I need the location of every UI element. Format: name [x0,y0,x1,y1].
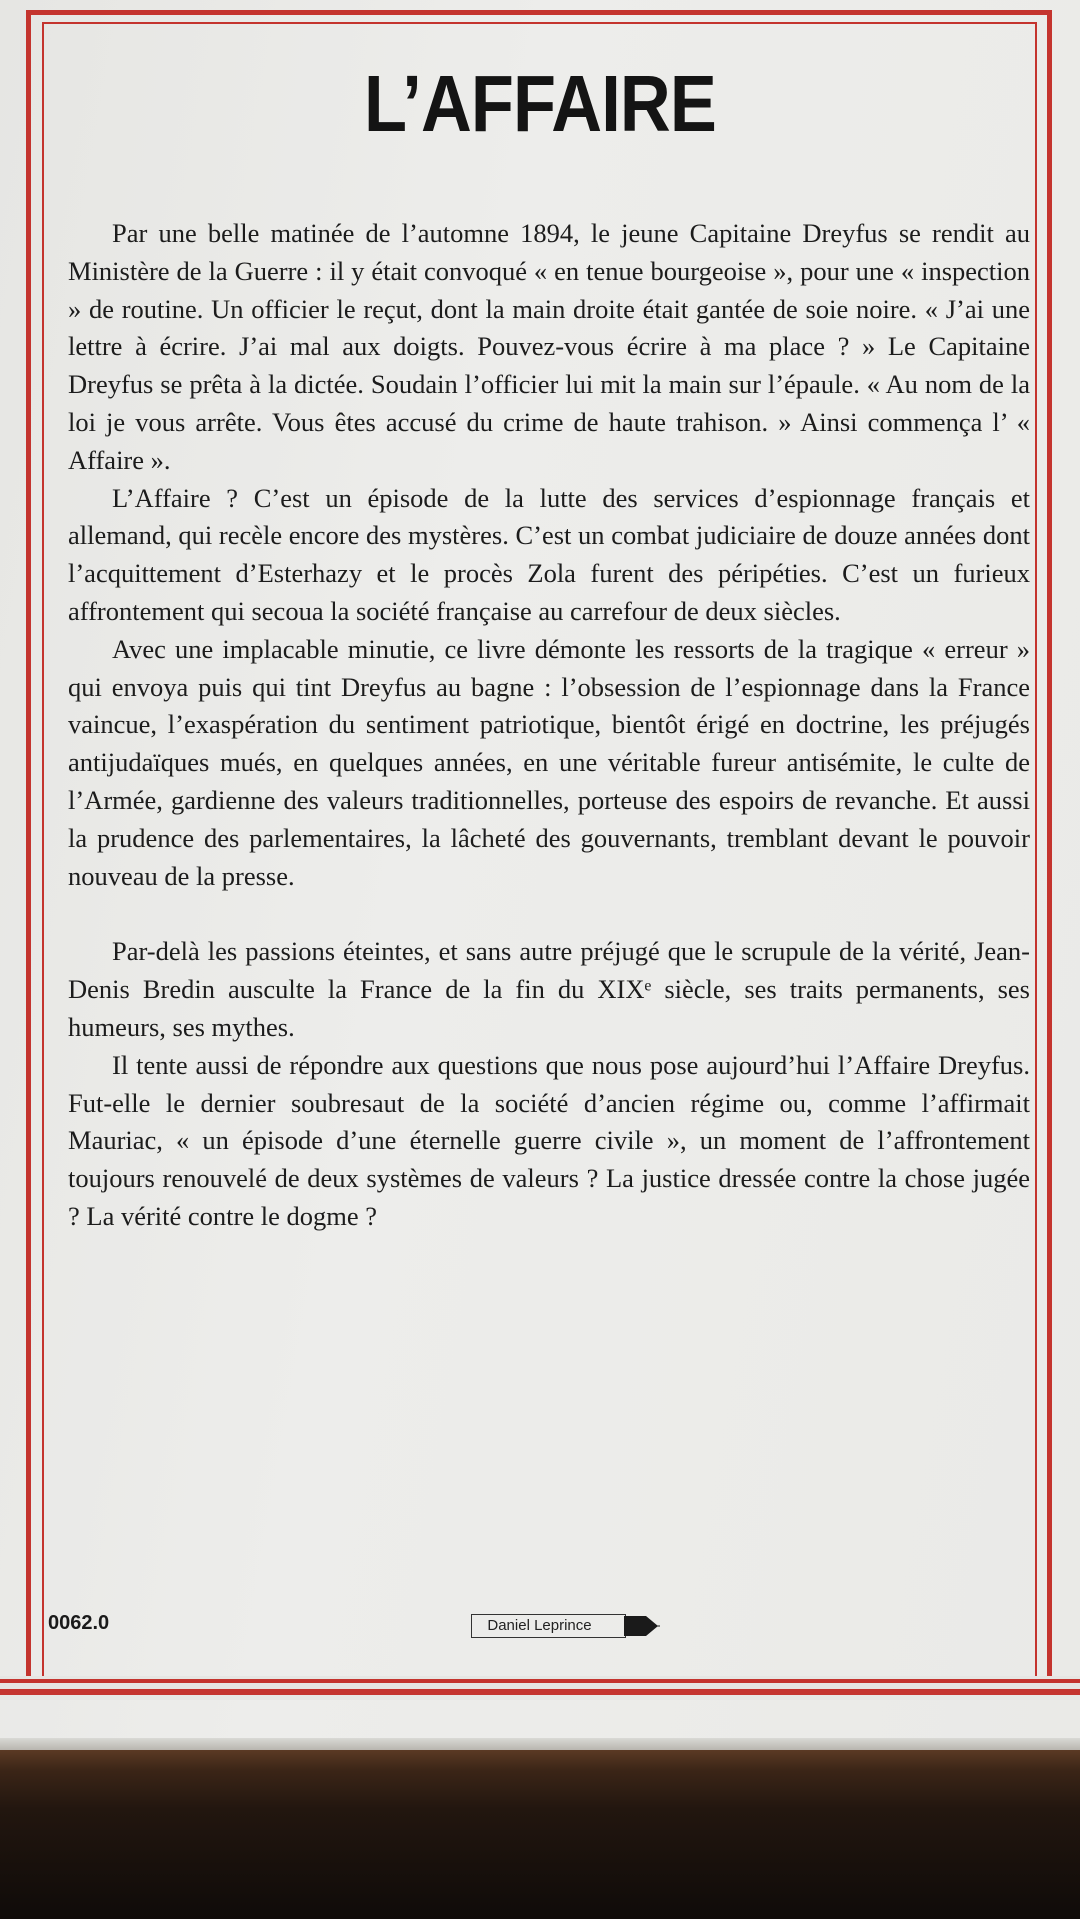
paragraph-3: Avec une implacable minutie, ce livre démonte les ressorts de la tragique « erreur » qui envoya puis qui tint Dreyfus au bagne : l’obsession de l’espionnage dans la France vaincue, l’exaspération du sentiment patriotique, bientôt érigé en doctrine, les préjugés antijudaïques mués, en quelques années, en une véritable fureur antisémite, le culte de l’Armée, gardienne des valeurs traditionnelles, porteuse des espoirs de revanche. Et aussi la prudence des parlementaires, la lâcheté des gouvernants, tremblant devant le pouvoir nouveau de la presse. [68,633,1030,891]
catalog-code: 0062.0 [48,1612,110,1634]
blurb-text [68,215,1030,1236]
pen-nib-icon [624,1614,660,1638]
paragraph-4: Par-delà les passions éteintes, et sans autre préjugé que le scrupule de la vérité, Jean-Denis Bredin ausculte la France de la fin du XIXᵉ siècle, ses traits permanents, ses humeurs, ses mythes. [68,936,1030,1042]
wooden-shelf [0,1750,1080,1919]
paragraph-2: L’Affaire ? C’est un épisode de la lutte des services d’espionnage français et allemand, qui recèle encore des mystères. C’est un combat judiciaire de douze années dont l’acquittement d’Esterhazy et le procès Zola furent des péripéties. C’est un furieux affrontement qui secoua la société française au carrefour de deux siècles. [68,482,1030,626]
paragraph-5: Il tente aussi de répondre aux questions que nous pose aujourd’hui l’Affaire Dreyfus. Fut-elle le dernier soubresaut de la société d’ancien régime ou, comme l’affirmait Mauriac, « un épisode d’une éternelle guerre civile », un moment de l’affrontement toujours renouvelé de deux systèmes de valeurs ? La justice dressée contre la chose jugée ? La vérité contre le dogme ? [68,1049,1030,1231]
bottom-red-line [0,1689,1080,1695]
cover-title: L’AFFAIRE [364,59,716,148]
bottom-red-line [0,1679,1080,1683]
publisher-label: Daniel Leprince [471,1614,626,1638]
paragraph-1: Par une belle matinée de l’automne 1894, le jeune Capitaine Dreyfus se rendit au Ministère de la Guerre : il y était convoqué « en tenue bourgeoise », pour une « inspection » de routine. Un officier le reçut, dont la main droite était gantée de soie noire. « J’ai une lettre à écrire. J’ai mal aux doigts. Pouvez-vous écrire à ma place ? » Le Capitaine Dreyfus se prêta à la dictée. Soudain l’officier lui mit la main sur l’épaule. « Au nom de la loi je vous arrête. Vous êtes accusé du crime de haute trahison. » Ainsi commença l’ « Affaire ». [68,218,1030,475]
